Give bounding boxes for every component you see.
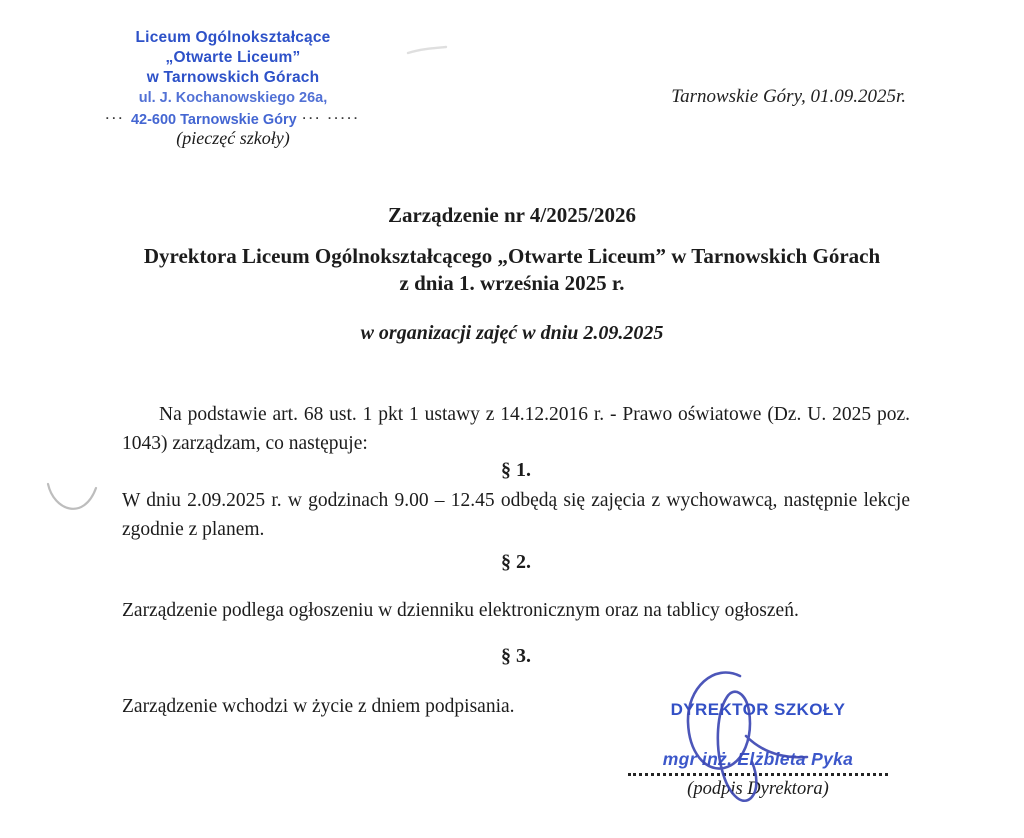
stamp-school-city: w Tarnowskich Górach [146,69,320,86]
title-block [110,203,914,345]
signature-block [628,700,888,810]
signer-role: DYREKTOR SZKOŁY [670,700,846,719]
stamp-caption: (pieczęć szkoły) [176,128,290,148]
signer-name: mgr inż. Elżbieta Pyka [662,749,854,769]
section-2-heading: § 2. [501,551,531,573]
scan-artifact-crescent [48,484,96,509]
stamp-postal-row [97,108,369,130]
ordinance-issuer: Dyrektora Liceum Ogólnokształcącego „Otwarte Liceum” w Tarnowskich Górach [143,244,881,268]
dotted-line-right: ··· ····· [296,111,361,125]
legal-basis-paragraph: Na podstawie art. 68 ust. 1 pkt 1 ustawy z 14.12.2016 r. - Prawo oświatowe (Dz. U. 2025 poz. 1043) zarządzam, co następuje: [122,404,910,454]
section-1-heading: § 1. [501,459,531,481]
signature-caption: (podpis Dyrektora) [687,779,829,799]
section-3-heading: § 3. [501,645,531,667]
stamp-street: ul. J. Kochanowskiego 26a, [138,90,328,106]
signature-dotted-line [628,769,888,776]
stamp-school-quoted-name: „Otwarte Liceum” [165,49,301,66]
section-1-text: W dniu 2.09.2025 r. w godzinach 9.00 – 12.45 odbędą się zajęcia z wychowawcą, następnie lekcje zgodnie z planem. [122,490,910,540]
dotted-line-left: ··· [105,111,131,125]
section-2-text: Zarządzenie podlega ogłoszeniu w dzienniku elektronicznym oraz na tablicy ogłoszeń. [122,600,799,621]
place-and-date: Tarnowskie Góry, 01.09.2025r. [671,86,906,107]
ordinance-number: Zarządzenie nr 4/2025/2026 [387,203,637,227]
stamp-postal-city: 42-600 Tarnowskie Góry [130,112,297,128]
scan-artifact-dash [408,47,446,53]
ordinance-subject: w organizacji zajęć w dniu 2.09.2025 [360,322,664,344]
school-stamp [97,28,369,148]
stamp-school-name: Liceum Ogólnokształcące [135,29,331,46]
section-3-text: Zarządzenie wchodzi w życie z dniem podpisania. [122,696,515,717]
ordinance-date: z dnia 1. września 2025 r. [399,271,625,295]
